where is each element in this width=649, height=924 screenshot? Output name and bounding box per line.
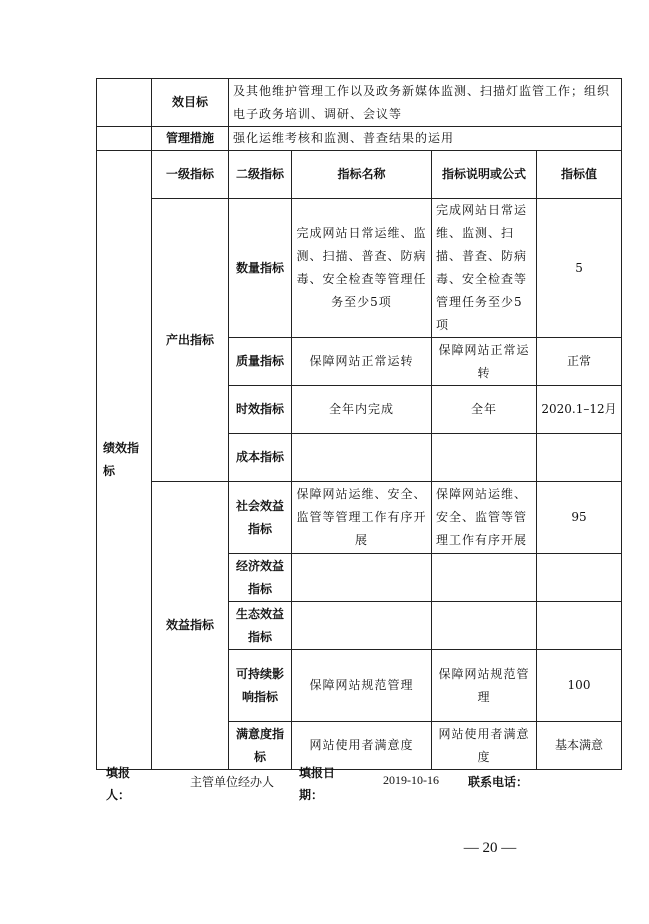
filler-value: 主管单位经办人 xyxy=(189,775,274,789)
perf-label: 绩效指标 xyxy=(97,151,152,770)
desc-cell: 全年 xyxy=(432,386,537,434)
header-value: 指标值 xyxy=(537,151,622,199)
desc-cell: 网站使用者满意度 xyxy=(432,722,537,770)
contact-label: 联系电话： xyxy=(468,775,529,789)
header-desc: 指标说明或公式 xyxy=(432,151,537,199)
name-cell: 保障网站规范管理 xyxy=(292,650,432,722)
name-cell xyxy=(292,554,432,602)
goal-label: 效目标 xyxy=(152,79,229,127)
l2-cell: 经济效益指标 xyxy=(229,554,292,602)
value-cell: 基本满意 xyxy=(537,722,622,770)
name-cell: 保障网站正常运转 xyxy=(292,338,432,386)
desc-cell: 完成网站日常运维、监测、扫描、普查、防病毒、安全检查等管理任务至少5项 xyxy=(432,199,537,338)
measures-text: 强化运维考核和监测、普查结果的运用 xyxy=(229,127,622,151)
value-cell: 5 xyxy=(537,199,622,338)
value-cell xyxy=(537,602,622,650)
performance-table xyxy=(96,78,622,770)
measures-label: 管理措施 xyxy=(152,127,229,151)
date-value: 2019-10-16 xyxy=(383,773,439,787)
value-cell xyxy=(537,554,622,602)
goal-text: 及其他维护管理工作以及政务新媒体监测、扫描灯监管工作；组织电子政务培训、调研、会议等 xyxy=(229,79,622,127)
page-number: — 20 — xyxy=(463,840,517,856)
l2-cell: 成本指标 xyxy=(229,434,292,482)
header-level1: 一级指标 xyxy=(152,151,229,199)
value-cell xyxy=(537,434,622,482)
date-label: 填报日期： xyxy=(299,766,336,802)
l2-cell: 社会效益指标 xyxy=(229,482,292,554)
name-cell xyxy=(292,602,432,650)
desc-cell xyxy=(432,554,537,602)
output-label: 产出指标 xyxy=(152,199,229,482)
desc-cell xyxy=(432,434,537,482)
l2-cell: 满意度指标 xyxy=(229,722,292,770)
header-level2: 二级指标 xyxy=(229,151,292,199)
l2-cell: 生态效益指标 xyxy=(229,602,292,650)
left-blank-cell xyxy=(97,79,152,127)
name-cell: 网站使用者满意度 xyxy=(292,722,432,770)
name-cell xyxy=(292,434,432,482)
l2-cell: 质量指标 xyxy=(229,338,292,386)
desc-cell: 保障网站规范管理 xyxy=(432,650,537,722)
l2-cell: 数量指标 xyxy=(229,199,292,338)
name-cell: 完成网站日常运维、监测、扫描、普查、防病毒、安全检查等管理任务至少5项 xyxy=(292,199,432,338)
l2-cell: 时效指标 xyxy=(229,386,292,434)
value-cell: 100 xyxy=(537,650,622,722)
value-cell: 正常 xyxy=(537,338,622,386)
value-cell: 2020.1–12月 xyxy=(537,386,622,434)
l2-cell: 可持续影响指标 xyxy=(229,650,292,722)
name-cell: 全年内完成 xyxy=(292,386,432,434)
filler-label: 填报人： xyxy=(106,766,131,802)
name-cell: 保障网站运维、安全、监管等管理工作有序开展 xyxy=(292,482,432,554)
benefit-label: 效益指标 xyxy=(152,482,229,770)
value-cell: 95 xyxy=(537,482,622,554)
desc-cell: 保障网站运维、安全、监管等管理工作有序开展 xyxy=(432,482,537,554)
desc-cell: 保障网站正常运转 xyxy=(432,338,537,386)
header-name: 指标名称 xyxy=(292,151,432,199)
form-footer xyxy=(96,762,621,806)
left-blank-cell xyxy=(97,127,152,151)
desc-cell xyxy=(432,602,537,650)
